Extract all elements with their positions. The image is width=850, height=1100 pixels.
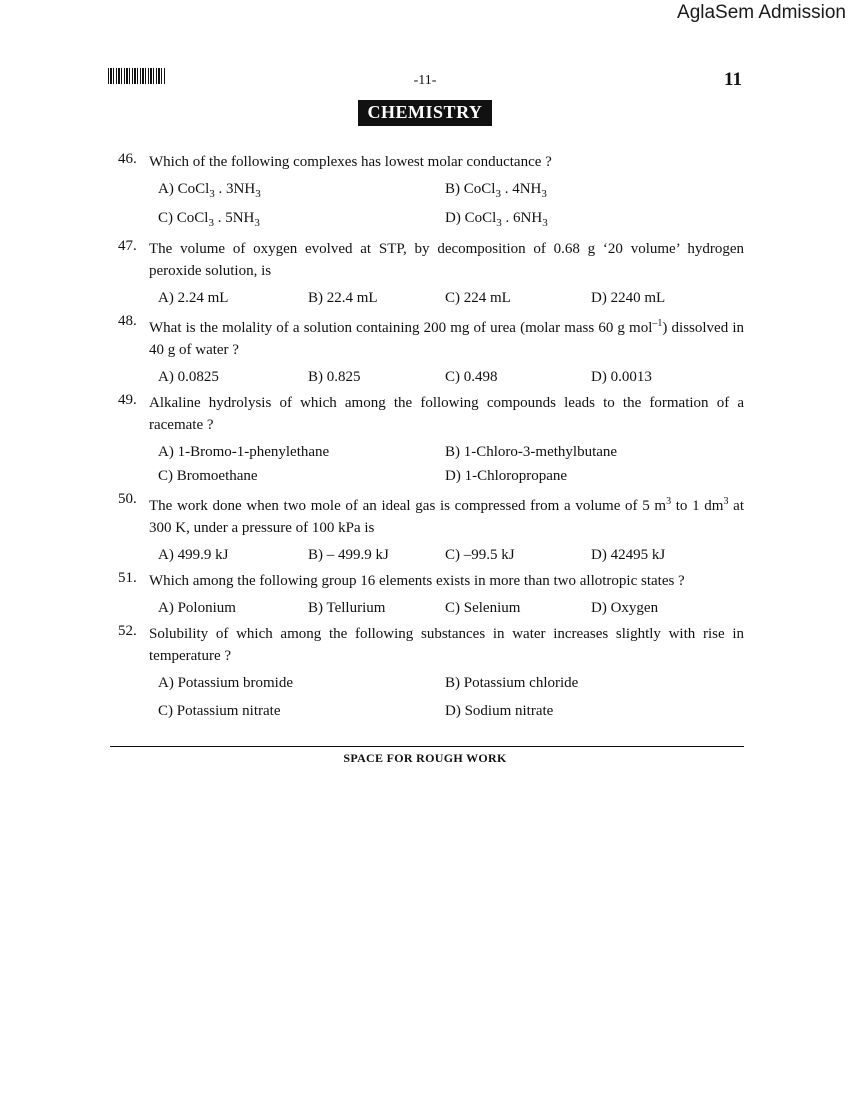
divider: [110, 746, 744, 747]
page-number-right: 11: [724, 69, 742, 90]
option-a: A) CoCl$_3$ . $3NH_3$: [158, 181, 261, 200]
option-d: D) 2240 mL: [591, 290, 666, 306]
option-a: A) Polonium: [158, 600, 236, 616]
question-47: [118, 238, 744, 307]
question-51: [118, 570, 744, 617]
question-number: 50.: [118, 491, 137, 507]
options: [158, 436, 744, 485]
options: [158, 361, 744, 386]
question-text: The work done when two mole of an ideal gas is compressed from a volume of 5 $m^3$ to 1 $dm^3$ at 300 K, under a pressure of 100 kPa is: [149, 496, 744, 536]
option-d: D) Sodium nitrate: [445, 703, 554, 719]
options: [158, 282, 744, 307]
question-number: 46.: [118, 151, 137, 167]
option-b: B) 22.4 mL: [308, 290, 378, 306]
option-a: A) 2.24 mL: [158, 290, 229, 306]
watermark: AglaSem Admission: [677, 2, 846, 23]
question-text: Alkaline hydrolysis of which among the following compounds leads to the formation of a racemate ?: [149, 395, 744, 433]
question-text: What is the molality of a solution containing 200 mg of urea (molar mass 60 g mol$^{-1}$) dissolved in 40 g of water ?: [149, 318, 744, 358]
option-c: C) –99.5 kJ: [445, 547, 515, 563]
option-b: B) Tellurium: [308, 600, 386, 616]
option-b: B) – 499.9 kJ: [308, 547, 389, 563]
page-number-center: -11-: [413, 73, 437, 88]
option-c: C) CoCl$_3$ . $5NH_3$: [158, 210, 260, 229]
option-c: C) 224 mL: [445, 290, 511, 306]
option-b: B) CoCl$_3$ . $4NH_3$: [445, 181, 547, 200]
question-text: Which among the following group 16 elements exists in more than two allotropic states ?: [149, 573, 685, 589]
option-d: D) 1-Chloropropane: [445, 468, 568, 484]
question-48: [118, 313, 744, 386]
options: [158, 173, 744, 232]
option-b: B) 0.825: [308, 369, 361, 385]
option-c: C) 0.498: [445, 369, 498, 385]
question-number: 51.: [118, 570, 137, 586]
option-a: A) 499.9 kJ: [158, 547, 229, 563]
option-d: D) CoCl$_3$ . $6NH_3$: [445, 210, 548, 229]
option-c: C) Bromoethane: [158, 468, 258, 484]
option-a: A) Potassium bromide: [158, 675, 293, 691]
option-a: A) 0.0825: [158, 369, 219, 385]
question-number: 52.: [118, 623, 137, 639]
question-50: [118, 491, 744, 564]
option-d: D) 0.0013: [591, 369, 652, 385]
option-c: C) Potassium nitrate: [158, 703, 281, 719]
question-52: [118, 623, 744, 720]
question-49: [118, 392, 744, 485]
options: [158, 592, 744, 617]
question-number: 48.: [118, 313, 137, 329]
option-c: C) Selenium: [445, 600, 521, 616]
question-text: Solubility of which among the following substances in water increases slightly with rise in temperature ?: [149, 626, 744, 664]
option-b: B) Potassium chloride: [445, 675, 579, 691]
subject-title: CHEMISTRY: [358, 100, 493, 126]
question-text: The volume of oxygen evolved at STP, by decomposition of 0.68 g ‘20 volume’ hydrogen peroxide solution, is: [149, 241, 744, 279]
question-list: [118, 151, 744, 726]
option-d: D) 42495 kJ: [591, 547, 666, 563]
option-d: D) Oxygen: [591, 600, 659, 616]
question-text: Which of the following complexes has lowest molar conductance ?: [149, 154, 552, 170]
question-46: [118, 151, 744, 232]
question-number: 49.: [118, 392, 137, 408]
subject-header: [0, 100, 850, 126]
question-number: 47.: [118, 238, 137, 254]
rough-work-label: SPACE FOR ROUGH WORK: [343, 751, 507, 765]
options: [158, 539, 744, 564]
options: [158, 667, 744, 720]
option-a: A) 1-Bromo-1-phenylethane: [158, 444, 330, 460]
option-b: B) 1-Chloro-3-methylbutane: [445, 444, 618, 460]
